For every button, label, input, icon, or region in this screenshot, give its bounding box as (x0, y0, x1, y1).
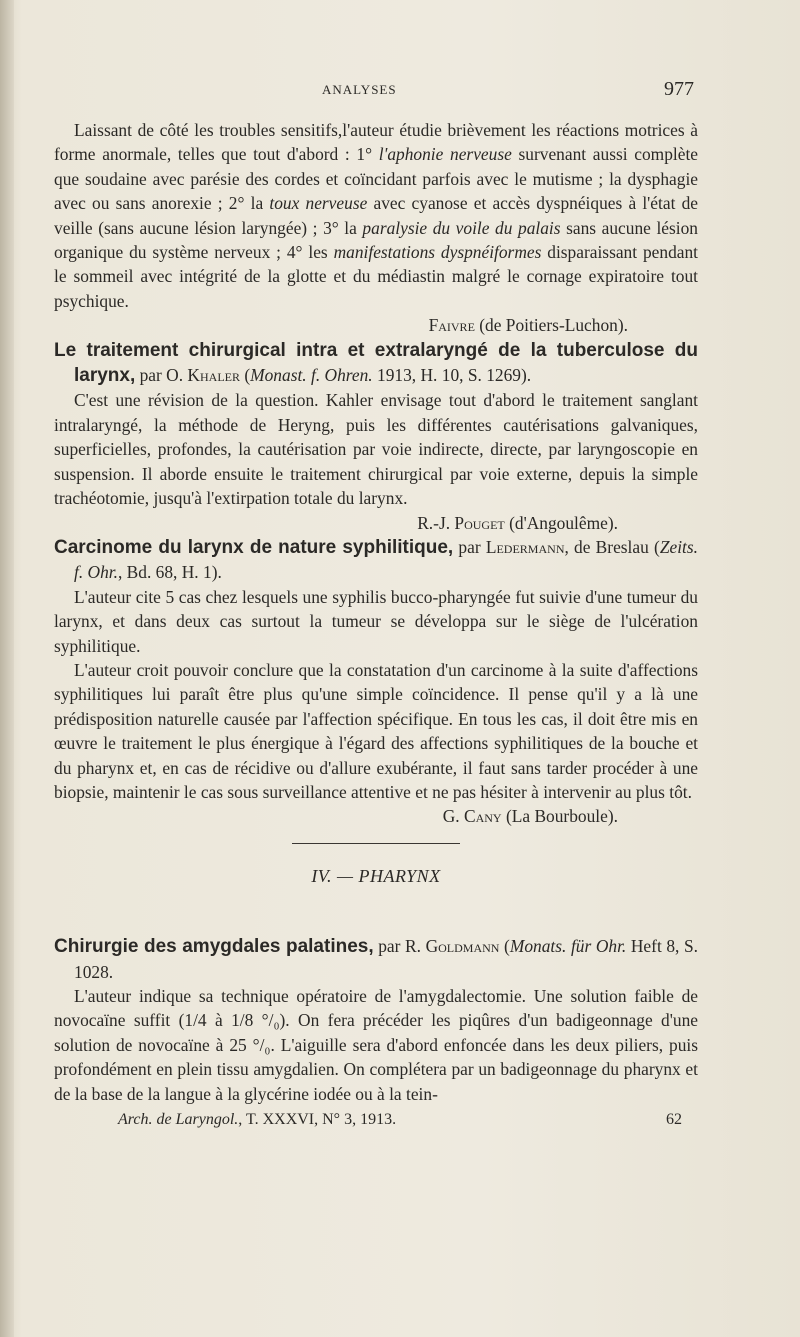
page-footer (54, 1108, 698, 1132)
article-source: Monast. f. Ohren. (250, 365, 373, 386)
signature: R.-J. Pouget (d'Angoulême). (417, 512, 618, 533)
article-source: Monats. für Ohr. (509, 936, 627, 957)
article-carcinome-larynx (54, 535, 698, 829)
paragraph: L'auteur cite 5 cas chez lesquels une syphilis bucco-pharyngée fut suivie d'une tumeur du larynx, et dans deux cas surtout la tumeur se développa sur le siège de l'ulcération syphilitique. (54, 586, 698, 656)
article-author: Khaler (187, 365, 240, 386)
section-title: IV. — PHARYNX (311, 865, 441, 886)
article-amygdales (54, 934, 698, 1106)
article-author: Ledermann (485, 536, 565, 557)
article-laryngeal-neuroses (54, 118, 698, 338)
paragraph: L'auteur croit pouvoir conclure que la constatation d'un carcinome à la suite d'affections syphilitiques lui paraît être plus qu'une simple coïncidence. Il pense qu'il y a là une prédisposition naturelle causée par l'affection spécifique. En tous les cas, il doit être mis en œuvre le traitement le plus énergique à l'égard des affections syphilitiques de la bouche et du pharynx et, en cas de récidive ou d'allure exubérante, il faut sans tarder procéder à une biopsie, maintenir le cas sous surveillance attentive et ne pas hésiter à intervenir au plus tôt. (54, 659, 698, 802)
article-title: Chirurgie des amygdales palatines, (54, 936, 374, 958)
signature: Faivre (de Poitiers-Luchon). (428, 315, 628, 336)
paragraph: C'est une révision de la question. Kahler envisage tout d'abord le traitement sanglant intralaryngé, la méthode de Heryng, puis les différentes cautérisations galvaniques, superficielles, profondes, la cautérisation par voie indirecte, directe, par laryngoscopie en suspension. Il aborde ensuite le traitement chirurgical par voie externe, depuis la simple trachéotomie, jusqu'à l'extirpation totale du larynx. (54, 390, 698, 509)
article-title: Carcinome du larynx de nature syphilitique, (54, 536, 454, 558)
running-head: ANALYSES (322, 82, 397, 97)
article-heading: Le traitement chirurgical intra et extralaryngé de la tuberculose du larynx, par O. Khaler (Monast. f. Ohren. 1913, H. 10, S. 1269). (54, 339, 698, 387)
sheet-number: 62 (666, 1111, 682, 1129)
article-heading: Chirurgie des amygdales palatines, par R. Goldmann (Monats. für Ohr. Heft 8, S. 1028. (54, 936, 699, 982)
signature: G. Cany (La Bourboule). (442, 806, 618, 827)
page-body (54, 74, 698, 1132)
page-number: 977 (664, 78, 694, 100)
article-author: Goldmann (425, 936, 500, 957)
footer-citation: Arch. de Laryngol., T. XXXVI, N° 3, 1913. (118, 1111, 397, 1129)
paragraph: L'auteur indique sa technique opératoire de l'amygdalectomie. Une solution faible de novocaïne suffit (1/4 à 1/8 °/₀). On fera précéder les piqûres d'un badigeonnage d'une solution de novocaïne à 25 °/₀. L'aiguille sera d'abord enfoncée dans les deux piliers, puis profondément en plein tissu amygdalien. On complétera par un badigeonnage du pharynx et de la base de la langue à la glycérine iodée ou à la tein- (54, 986, 698, 1104)
book-spine-shadow (0, 0, 14, 1337)
article-title: Le traitement chirurgical intra et extralaryngé de la tuberculose du larynx, (54, 339, 698, 387)
article-tuberculose-larynx (54, 338, 698, 535)
article-source: Zeits. f. Ohr. (74, 536, 698, 583)
article-heading: Carcinome du larynx de nature syphilitique, par Ledermann, de Breslau (Zeits. f. Ohr., Bd. 68, H. 1). (54, 536, 698, 583)
section-divider (292, 843, 460, 844)
paragraph: Laissant de côté les troubles sensitifs,l'auteur étudie brièvement les réactions motrices à forme anormale, telles que tout d'abord : 1° l'aphonie nerveuse survenant aussi complète que soudaine avec parésie des cordes et coïncidant parfois avec le mutisme ; la dysphagie avec ou sans anorexie ; 2° la toux nerveuse avec cyanose et accès dyspnéiques à l'état de veille (sans aucune lésion laryngée) ; 3° la paralysie du voile du palais sans aucune lésion organique du système nerveux ; 4° les manifestations dyspnéiformes disparaissant pendant le sommeil avec intégrité de la glotte et du médiastin malgré le cornage expiratoire tout psychique. (54, 120, 699, 311)
